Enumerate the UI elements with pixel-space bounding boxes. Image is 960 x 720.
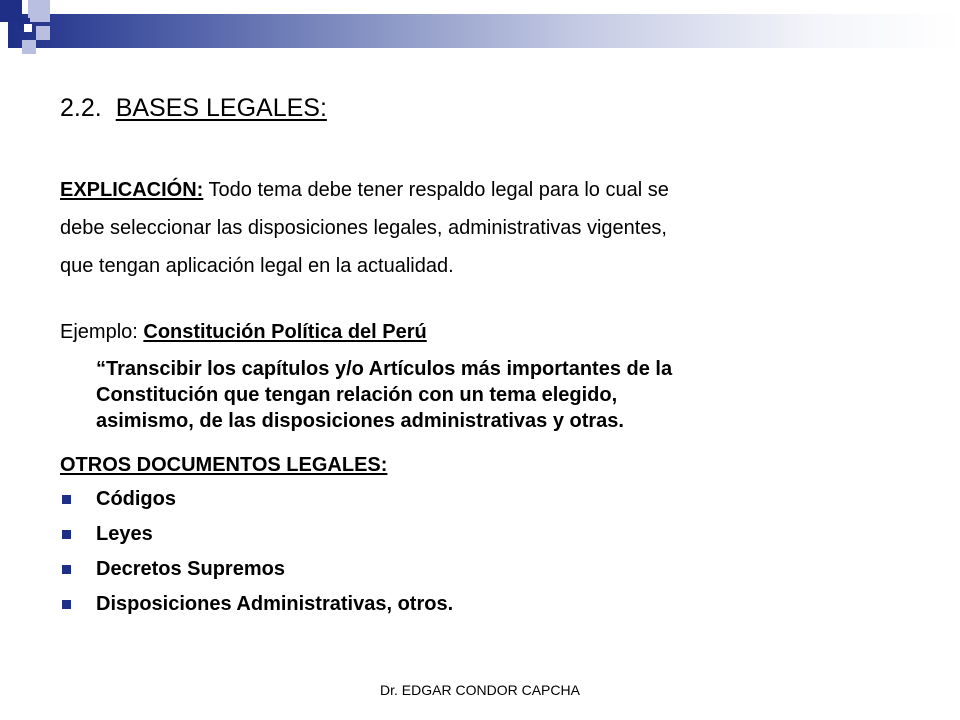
bullet-item-leyes — [60, 517, 453, 552]
explanation-line-1 — [60, 171, 669, 209]
bullet-text: Leyes — [96, 523, 153, 545]
explanation-line-3: que tengan aplicación legal en la actualidad. — [60, 255, 454, 277]
bullet-text: Decretos Supremos — [96, 558, 285, 580]
explanation-line1-text: Todo tema debe tener respaldo legal para lo cual se — [203, 179, 669, 201]
bullet-text: Disposiciones Administrativas, otros. — [96, 593, 454, 615]
square-bullet-icon — [62, 565, 71, 574]
quote-line-2: Constitución que tengan relación con un tema elegido, — [96, 384, 618, 406]
square-bullet-icon — [62, 600, 71, 609]
example-line — [60, 313, 427, 351]
example-quote — [96, 356, 672, 434]
bullet-list — [60, 482, 453, 622]
decor-square-white — [24, 24, 32, 32]
square-bullet-icon — [62, 495, 71, 504]
explanation-label: EXPLICACIÓN: — [60, 179, 204, 201]
quote-line-3: asimismo, de las disposiciones administrativas y otras. — [96, 410, 624, 432]
bullet-item-disposiciones — [60, 587, 453, 622]
quote-line-1: “Transcibir los capítulos y/o Artículos más importantes de la — [96, 358, 673, 380]
other-docs-heading: OTROS DOCUMENTOS LEGALES: — [60, 454, 388, 476]
bullet-text: Códigos — [96, 488, 176, 510]
slide-footer-author: Dr. EDGAR CONDOR CAPCHA — [380, 682, 580, 698]
title-number: 2.2. — [60, 94, 102, 122]
slide-title — [60, 94, 327, 123]
bullet-item-codigos — [60, 482, 453, 517]
header-gradient-bar — [8, 14, 960, 48]
decor-square-light-low — [22, 40, 36, 54]
decor-square-light — [28, 0, 50, 22]
decor-square-light-small — [36, 26, 50, 40]
square-bullet-icon — [62, 530, 71, 539]
title-text: BASES LEGALES: — [115, 94, 327, 122]
example-constitution-link: Constitución Política del Perú — [143, 321, 427, 343]
bullet-item-decretos — [60, 552, 453, 587]
example-prefix: Ejemplo: — [60, 321, 144, 343]
explanation-line-2: debe seleccionar las disposiciones legales, administrativas vigentes, — [60, 217, 667, 239]
